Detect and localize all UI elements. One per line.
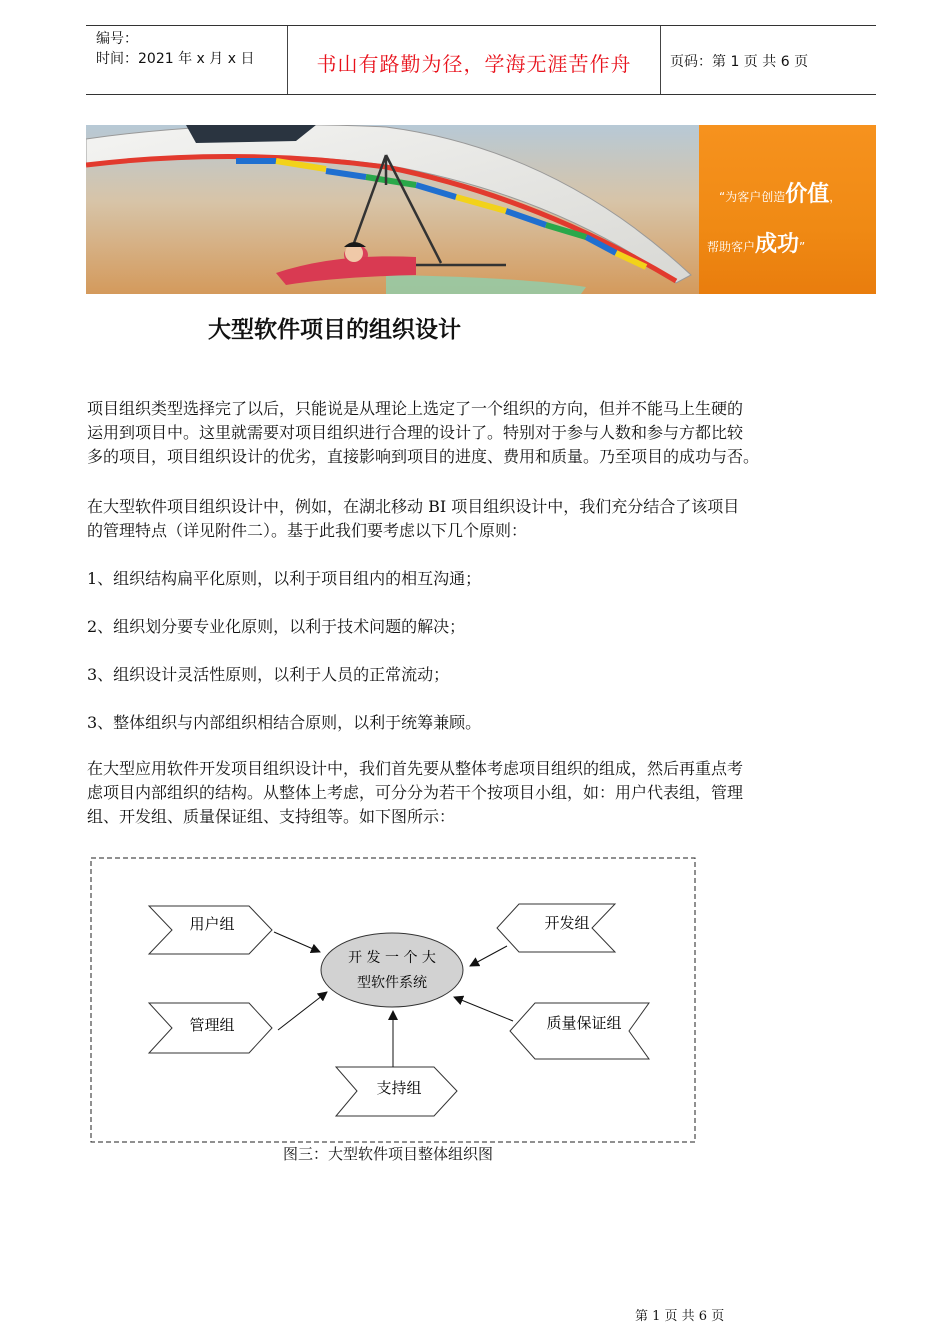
page-footer: 第 1 页 共 6 页 [635,1309,725,1324]
header-info-cell [86,26,286,94]
text-line: 项目组织类型选择完了以后，只能说是从理论上选定了一个组织的方向，但并不能马上生硬的 [87,399,744,418]
slogan-line1-end: ， [829,190,842,204]
slogan-line2 [707,227,805,258]
center-label-line1: 开 发 一 个 大 [348,950,436,966]
text-line: 在大型应用软件开发项目组织设计中，我们首先要从整体考虑项目组织的组成，然后再重点考 [87,759,744,778]
center-ellipse [321,933,463,1007]
arrow-management [278,992,327,1030]
slogan-line1-big: 价值 [785,182,830,207]
slogan-line1 [719,177,841,208]
header-page-cell [661,26,876,94]
arrow-user [274,932,320,952]
hang-glider-photo [86,125,699,294]
dev-group-label: 开发组 [544,914,590,932]
text-line: 多的项目，项目组织设计的优劣，直接影响到项目的进度、费用和质量。乃至项目的成功与否。 [87,447,760,466]
text-line: 虑项目内部组织的结构。从整体上考虑，可分分为若干个按项目小组，如：用户代表组，管理 [87,783,744,802]
principle-item [87,663,449,687]
text-line: 3、组织设计灵活性原则，以利于人员的正常流动； [87,665,450,684]
slogan-line2-big: 成功 [755,232,800,257]
management-group-label: 管理组 [189,1016,235,1034]
text-line: 2、组织划分要专业化原则，以利于技术问题的解决； [87,617,466,636]
text-line: 组、开发组、质量保证组、支持组等。如下图所示： [87,807,456,826]
banner [86,125,876,294]
header-motto: 书山有路勤为径，学海无涯苦作舟 [316,52,632,76]
organization-diagram [89,856,697,1144]
arrow-dev [470,946,507,966]
text-line: 的管理特点（详见附件二）。基于此我们要考虑以下几个原则： [87,521,528,540]
page-header [86,25,876,95]
header-page-label: 页码：第 1 页 共 6 页 [670,54,809,70]
time-label: 时间：2021 年 x 月 x 日 [96,51,255,67]
header-motto-cell [287,26,661,94]
paragraph-principles-intro [87,495,739,543]
principle-item [87,567,481,591]
text-line: 1、组织结构扁平化原则，以利于项目组内的相互沟通； [87,569,482,588]
document-title: 大型软件项目的组织设计 [208,317,461,343]
paragraph-structure [87,757,743,829]
text-line: 运用到项目中。这里就需要对项目组织进行合理的设计了。特别对于参与人数和参与方都比较 [87,423,744,442]
text-line: 在大型软件项目组织设计中，例如，在湖北移动 BI 项目组织设计中，我们充分结合了该项目 [87,497,740,516]
number-label: 编号： [96,31,138,47]
principle-item [87,711,481,735]
slogan-panel [699,125,876,294]
paragraph-intro [87,397,759,469]
figure-caption: 图三：大型软件项目整体组织图 [283,1145,494,1163]
slogan-line1-small: “为客户创造 [719,190,786,204]
slogan-line2-end: ” [799,240,806,254]
principle-item [87,615,465,639]
user-group-label: 用户组 [189,915,235,933]
qa-group-label: 质量保证组 [546,1014,622,1032]
arrow-qa [454,997,513,1021]
text-line: 3、整体组织与内部组织相结合原则，以利于统筹兼顾。 [87,713,482,732]
center-label-line2: 型软件系统 [357,975,427,991]
support-group-label: 支持组 [376,1079,422,1097]
slogan-line2-small: 帮助客户 [707,240,756,254]
